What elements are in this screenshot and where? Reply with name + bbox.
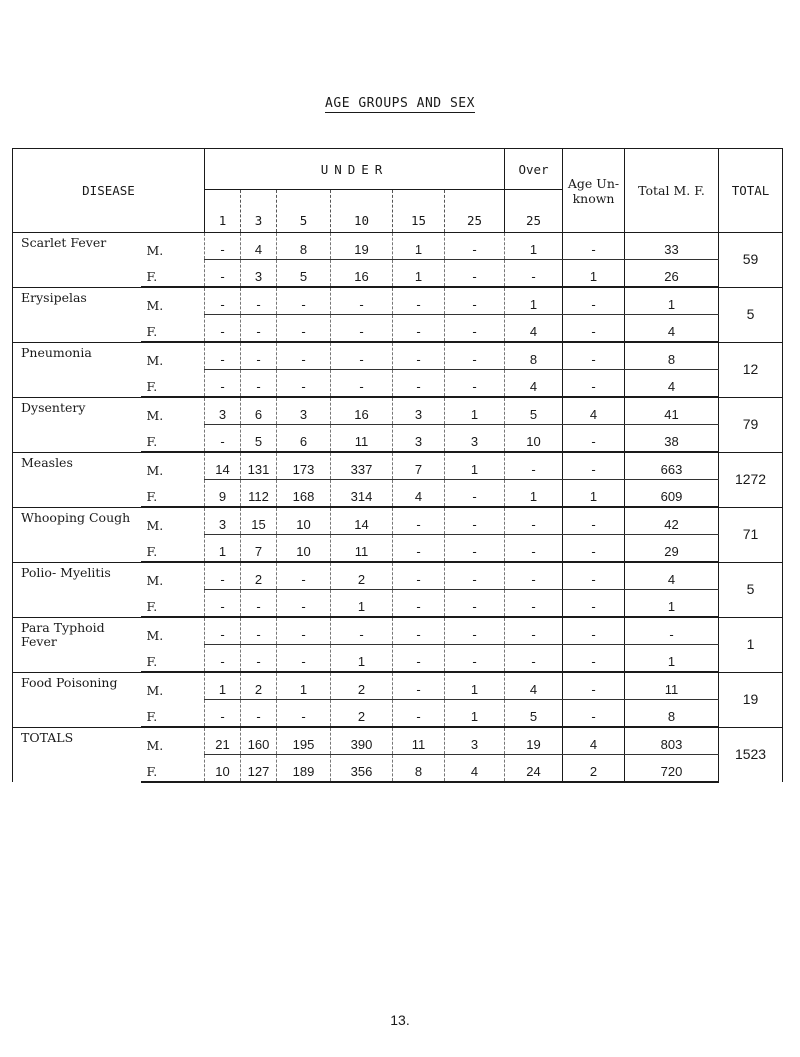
count-cell: 8 bbox=[505, 342, 563, 370]
age-col-header: 5 bbox=[277, 190, 331, 233]
count-cell: - bbox=[205, 562, 241, 590]
count-cell: 3 bbox=[205, 397, 241, 425]
sex-label: M. bbox=[141, 397, 205, 425]
count-cell: - bbox=[205, 645, 241, 673]
disease-name: Para Typhoid Fever bbox=[13, 617, 141, 672]
count-cell: - bbox=[277, 617, 331, 645]
count-cell: - bbox=[505, 507, 563, 535]
disease-total: 79 bbox=[719, 397, 783, 452]
count-cell: 1 bbox=[563, 480, 625, 508]
count-cell: 663 bbox=[625, 452, 719, 480]
count-cell: 3 bbox=[393, 397, 445, 425]
count-cell: - bbox=[393, 645, 445, 673]
count-cell: 173 bbox=[277, 452, 331, 480]
count-cell: - bbox=[277, 315, 331, 343]
count-cell: - bbox=[393, 287, 445, 315]
count-cell: 168 bbox=[277, 480, 331, 508]
count-cell: 1 bbox=[445, 672, 505, 700]
sex-label: F. bbox=[141, 370, 205, 398]
sex-label: F. bbox=[141, 645, 205, 673]
count-cell: 38 bbox=[625, 425, 719, 453]
count-cell: 4 bbox=[505, 315, 563, 343]
sex-label: M. bbox=[141, 507, 205, 535]
header-over: Over bbox=[505, 149, 563, 190]
count-cell: - bbox=[445, 480, 505, 508]
disease-name: Dysentery bbox=[13, 397, 141, 452]
count-cell: - bbox=[505, 535, 563, 563]
count-cell: 4 bbox=[505, 370, 563, 398]
count-cell: 5 bbox=[241, 425, 277, 453]
count-cell: - bbox=[331, 287, 393, 315]
count-cell: - bbox=[563, 507, 625, 535]
disease-total: 1 bbox=[719, 617, 783, 672]
count-cell: - bbox=[445, 590, 505, 618]
count-cell: 720 bbox=[625, 755, 719, 783]
sex-label: F. bbox=[141, 535, 205, 563]
sex-label: F. bbox=[141, 480, 205, 508]
count-cell: 7 bbox=[393, 452, 445, 480]
count-cell: - bbox=[445, 507, 505, 535]
count-cell: - bbox=[241, 370, 277, 398]
age-col-header: 1 bbox=[205, 190, 241, 233]
count-cell: 11 bbox=[331, 425, 393, 453]
table-row bbox=[13, 507, 783, 535]
count-cell: 5 bbox=[505, 700, 563, 728]
count-cell: - bbox=[393, 370, 445, 398]
count-cell: - bbox=[505, 562, 563, 590]
count-cell: - bbox=[563, 425, 625, 453]
count-cell: - bbox=[563, 342, 625, 370]
count-cell: - bbox=[563, 370, 625, 398]
count-cell: - bbox=[563, 315, 625, 343]
count-cell: 1 bbox=[393, 233, 445, 260]
count-cell: - bbox=[505, 452, 563, 480]
count-cell: 10 bbox=[277, 507, 331, 535]
count-cell: - bbox=[563, 562, 625, 590]
count-cell: 112 bbox=[241, 480, 277, 508]
count-cell: 21 bbox=[205, 727, 241, 755]
count-cell: 14 bbox=[331, 507, 393, 535]
count-cell: - bbox=[393, 590, 445, 618]
count-cell: 5 bbox=[277, 260, 331, 288]
sex-label: F. bbox=[141, 315, 205, 343]
count-cell: - bbox=[563, 700, 625, 728]
count-cell: 4 bbox=[563, 397, 625, 425]
count-cell: - bbox=[277, 370, 331, 398]
disease-name: Erysipelas bbox=[13, 287, 141, 342]
count-cell: 1 bbox=[625, 645, 719, 673]
table-row bbox=[13, 397, 783, 425]
count-cell: 15 bbox=[241, 507, 277, 535]
table-row bbox=[13, 562, 783, 590]
count-cell: - bbox=[205, 370, 241, 398]
count-cell: 14 bbox=[205, 452, 241, 480]
count-cell: 4 bbox=[445, 755, 505, 783]
header-under: UNDER bbox=[205, 149, 505, 190]
count-cell: - bbox=[241, 590, 277, 618]
count-cell: 3 bbox=[445, 425, 505, 453]
sex-label: F. bbox=[141, 755, 205, 783]
count-cell: 33 bbox=[625, 233, 719, 260]
disease-name: TOTALS bbox=[13, 727, 141, 782]
count-cell: 4 bbox=[563, 727, 625, 755]
count-cell: 1 bbox=[445, 700, 505, 728]
count-cell: 3 bbox=[241, 260, 277, 288]
count-cell: - bbox=[393, 535, 445, 563]
table-row bbox=[13, 342, 783, 370]
table-row bbox=[13, 452, 783, 480]
count-cell: 2 bbox=[241, 672, 277, 700]
count-cell: 1 bbox=[563, 260, 625, 288]
disease-name: Pneumonia bbox=[13, 342, 141, 397]
sex-label: M. bbox=[141, 672, 205, 700]
count-cell: - bbox=[625, 617, 719, 645]
disease-total: 59 bbox=[719, 233, 783, 288]
count-cell: 10 bbox=[205, 755, 241, 783]
count-cell: 195 bbox=[277, 727, 331, 755]
count-cell: - bbox=[393, 700, 445, 728]
count-cell: 26 bbox=[625, 260, 719, 288]
count-cell: 4 bbox=[625, 315, 719, 343]
count-cell: - bbox=[445, 287, 505, 315]
page-title: AGE GROUPS AND SEX bbox=[325, 96, 475, 111]
count-cell: 8 bbox=[393, 755, 445, 783]
table-row bbox=[13, 727, 783, 755]
count-cell: 1 bbox=[445, 452, 505, 480]
page-number: 13. bbox=[390, 1012, 410, 1028]
count-cell: 390 bbox=[331, 727, 393, 755]
count-cell: - bbox=[331, 370, 393, 398]
sex-label: F. bbox=[141, 590, 205, 618]
sex-label: F. bbox=[141, 425, 205, 453]
sex-label: M. bbox=[141, 562, 205, 590]
count-cell: - bbox=[205, 700, 241, 728]
sex-label: F. bbox=[141, 260, 205, 288]
count-cell: - bbox=[563, 452, 625, 480]
count-cell: - bbox=[277, 342, 331, 370]
count-cell: 3 bbox=[445, 727, 505, 755]
sex-label: M. bbox=[141, 233, 205, 260]
count-cell: - bbox=[563, 590, 625, 618]
count-cell: 1 bbox=[445, 397, 505, 425]
disease-total: 71 bbox=[719, 507, 783, 562]
header-disease: DISEASE bbox=[13, 149, 205, 233]
count-cell: - bbox=[205, 590, 241, 618]
count-cell: 1 bbox=[393, 260, 445, 288]
count-cell: 19 bbox=[505, 727, 563, 755]
count-cell: - bbox=[563, 645, 625, 673]
count-cell: - bbox=[331, 342, 393, 370]
count-cell: - bbox=[205, 287, 241, 315]
count-cell: 1 bbox=[331, 590, 393, 618]
count-cell: - bbox=[241, 342, 277, 370]
count-cell: 16 bbox=[331, 260, 393, 288]
table-row bbox=[13, 617, 783, 645]
count-cell: 314 bbox=[331, 480, 393, 508]
count-cell: 189 bbox=[277, 755, 331, 783]
count-cell: 2 bbox=[563, 755, 625, 783]
header-age-unknown: Age Un- known bbox=[563, 149, 625, 233]
count-cell: 160 bbox=[241, 727, 277, 755]
count-cell: - bbox=[393, 672, 445, 700]
count-cell: 6 bbox=[241, 397, 277, 425]
count-cell: 11 bbox=[625, 672, 719, 700]
count-cell: - bbox=[205, 342, 241, 370]
count-cell: 337 bbox=[331, 452, 393, 480]
count-cell: 803 bbox=[625, 727, 719, 755]
count-cell: - bbox=[445, 315, 505, 343]
age-col-header: 10 bbox=[331, 190, 393, 233]
count-cell: 16 bbox=[331, 397, 393, 425]
count-cell: - bbox=[241, 617, 277, 645]
count-cell: - bbox=[563, 617, 625, 645]
sex-label: F. bbox=[141, 700, 205, 728]
count-cell: - bbox=[445, 370, 505, 398]
count-cell: - bbox=[445, 260, 505, 288]
count-cell: 3 bbox=[393, 425, 445, 453]
count-cell: 8 bbox=[625, 342, 719, 370]
count-cell: 356 bbox=[331, 755, 393, 783]
count-cell: - bbox=[331, 617, 393, 645]
age-groups-table bbox=[12, 148, 783, 783]
count-cell: - bbox=[563, 233, 625, 260]
count-cell: 11 bbox=[331, 535, 393, 563]
count-cell: - bbox=[241, 315, 277, 343]
disease-total: 12 bbox=[719, 342, 783, 397]
count-cell: 1 bbox=[505, 287, 563, 315]
count-cell: - bbox=[205, 425, 241, 453]
count-cell: 19 bbox=[331, 233, 393, 260]
count-cell: 1 bbox=[277, 672, 331, 700]
count-cell: 2 bbox=[331, 672, 393, 700]
count-cell: - bbox=[277, 700, 331, 728]
table-row bbox=[13, 672, 783, 700]
count-cell: - bbox=[393, 562, 445, 590]
count-cell: 8 bbox=[277, 233, 331, 260]
count-cell: 131 bbox=[241, 452, 277, 480]
sex-label: M. bbox=[141, 617, 205, 645]
count-cell: - bbox=[445, 535, 505, 563]
header-total: TOTAL bbox=[719, 149, 783, 233]
count-cell: - bbox=[445, 617, 505, 645]
count-cell: 4 bbox=[625, 562, 719, 590]
disease-name: Measles bbox=[13, 452, 141, 507]
count-cell: 42 bbox=[625, 507, 719, 535]
count-cell: - bbox=[563, 535, 625, 563]
age-col-header: 25 bbox=[505, 190, 563, 233]
count-cell: 8 bbox=[625, 700, 719, 728]
count-cell: - bbox=[277, 590, 331, 618]
count-cell: - bbox=[445, 562, 505, 590]
count-cell: 4 bbox=[241, 233, 277, 260]
age-col-header: 25 bbox=[445, 190, 505, 233]
count-cell: - bbox=[277, 645, 331, 673]
count-cell: - bbox=[393, 342, 445, 370]
disease-total: 5 bbox=[719, 562, 783, 617]
count-cell: 41 bbox=[625, 397, 719, 425]
count-cell: - bbox=[563, 287, 625, 315]
sex-label: M. bbox=[141, 452, 205, 480]
count-cell: - bbox=[505, 645, 563, 673]
disease-name: Polio- Myelitis bbox=[13, 562, 141, 617]
table-row bbox=[13, 233, 783, 260]
count-cell: - bbox=[205, 233, 241, 260]
count-cell: - bbox=[205, 617, 241, 645]
count-cell: 3 bbox=[277, 397, 331, 425]
count-cell: 2 bbox=[331, 700, 393, 728]
count-cell: - bbox=[277, 287, 331, 315]
count-cell: - bbox=[205, 315, 241, 343]
count-cell: 4 bbox=[625, 370, 719, 398]
count-cell: - bbox=[505, 617, 563, 645]
count-cell: - bbox=[505, 590, 563, 618]
count-cell: 1 bbox=[205, 535, 241, 563]
count-cell: 6 bbox=[277, 425, 331, 453]
age-col-header: 3 bbox=[241, 190, 277, 233]
count-cell: 1 bbox=[331, 645, 393, 673]
count-cell: 3 bbox=[205, 507, 241, 535]
count-cell: - bbox=[331, 315, 393, 343]
count-cell: - bbox=[505, 260, 563, 288]
count-cell: 7 bbox=[241, 535, 277, 563]
sex-label: M. bbox=[141, 287, 205, 315]
count-cell: 11 bbox=[393, 727, 445, 755]
disease-total: 1523 bbox=[719, 727, 783, 782]
count-cell: 4 bbox=[393, 480, 445, 508]
count-cell: - bbox=[393, 617, 445, 645]
count-cell: 10 bbox=[505, 425, 563, 453]
count-cell: - bbox=[563, 672, 625, 700]
count-cell: - bbox=[205, 260, 241, 288]
count-cell: - bbox=[241, 287, 277, 315]
count-cell: 1 bbox=[625, 287, 719, 315]
count-cell: 127 bbox=[241, 755, 277, 783]
count-cell: - bbox=[241, 700, 277, 728]
sex-label: M. bbox=[141, 342, 205, 370]
count-cell: - bbox=[241, 645, 277, 673]
count-cell: - bbox=[277, 562, 331, 590]
disease-total: 19 bbox=[719, 672, 783, 727]
sex-label: M. bbox=[141, 727, 205, 755]
disease-total: 5 bbox=[719, 287, 783, 342]
count-cell: - bbox=[393, 315, 445, 343]
disease-total: 1272 bbox=[719, 452, 783, 507]
disease-name: Food Poisoning bbox=[13, 672, 141, 727]
count-cell: 24 bbox=[505, 755, 563, 783]
count-cell: 1 bbox=[505, 233, 563, 260]
count-cell: 9 bbox=[205, 480, 241, 508]
table-row bbox=[13, 287, 783, 315]
header-total-mf: Total M. F. bbox=[625, 149, 719, 233]
age-col-header: 15 bbox=[393, 190, 445, 233]
count-cell: 1 bbox=[505, 480, 563, 508]
count-cell: - bbox=[445, 233, 505, 260]
count-cell: 1 bbox=[205, 672, 241, 700]
count-cell: 10 bbox=[277, 535, 331, 563]
disease-name: Whooping Cough bbox=[13, 507, 141, 562]
count-cell: 4 bbox=[505, 672, 563, 700]
disease-name: Scarlet Fever bbox=[13, 233, 141, 288]
count-cell: - bbox=[393, 507, 445, 535]
count-cell: 609 bbox=[625, 480, 719, 508]
count-cell: 29 bbox=[625, 535, 719, 563]
count-cell: 1 bbox=[625, 590, 719, 618]
count-cell: - bbox=[445, 342, 505, 370]
count-cell: - bbox=[445, 645, 505, 673]
count-cell: 2 bbox=[331, 562, 393, 590]
count-cell: 2 bbox=[241, 562, 277, 590]
count-cell: 5 bbox=[505, 397, 563, 425]
